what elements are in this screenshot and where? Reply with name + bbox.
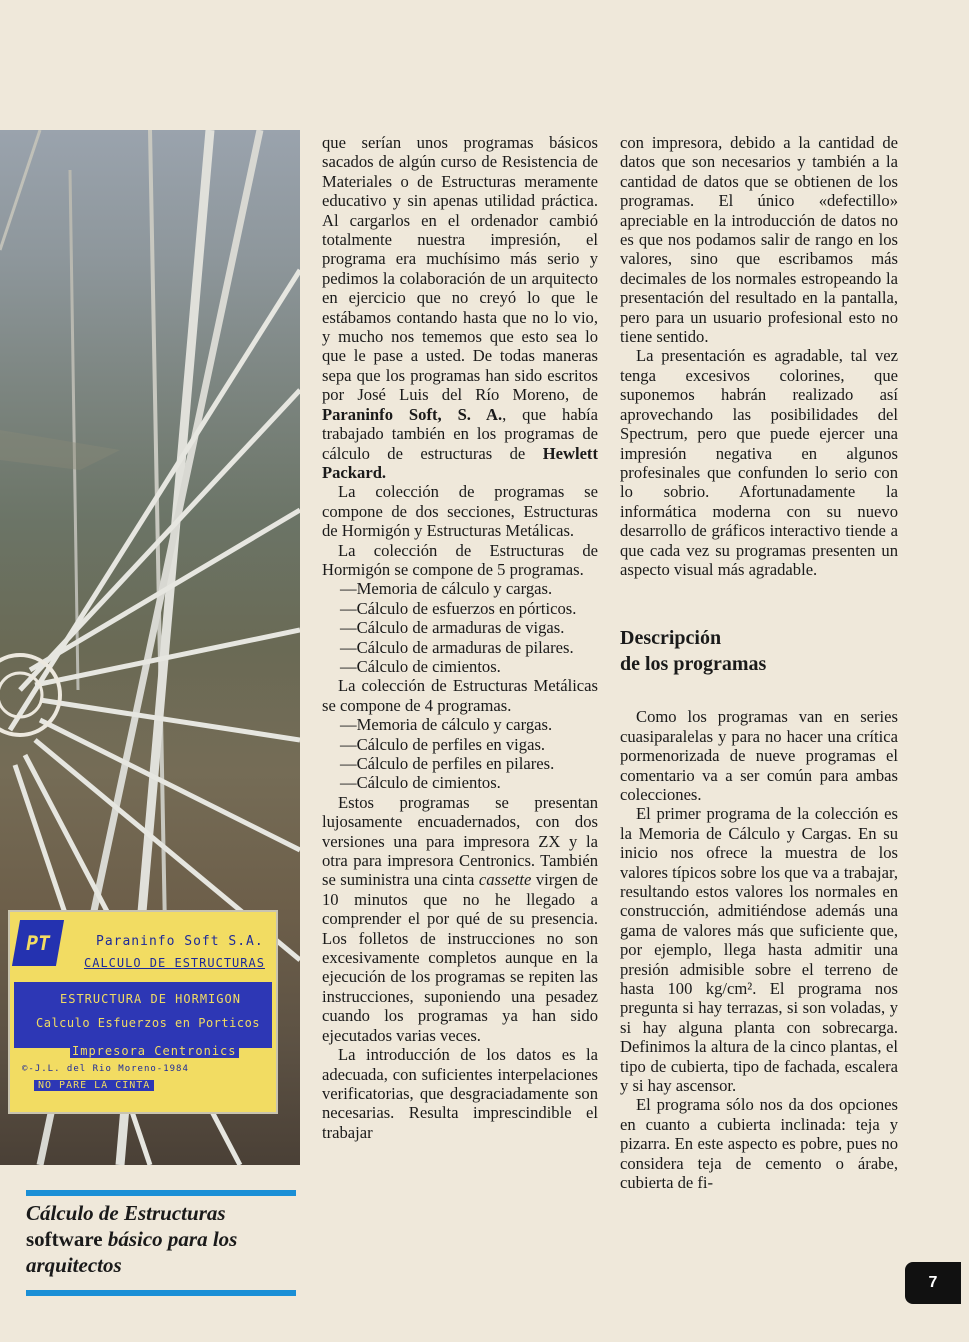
screen-line-title: CALCULO DE ESTRUCTURAS [84,956,265,970]
page-number: 7 [905,1262,961,1304]
caption-software: software [26,1227,103,1251]
list-item: —Memoria de cálculo y cargas. [340,579,553,599]
bold-company: Paraninfo Soft, S. A. [322,404,503,424]
text-column-1 [322,133,598,1142]
paragraph: El programa sólo nos da dos opciones en cuanto a cubierta inclinada: teja y pizarra. En este aspecto es pobre, pues no considera teja de cemento o árabe, cubierta de fi- [620,1095,898,1193]
paraninfo-logo: PT [12,920,64,966]
list-item: —Cálculo de cimientos. [340,773,501,793]
list-item: —Cálculo de perfiles en vigas. [340,734,546,754]
screen-line-tape: NO PARE LA CINTA [34,1080,154,1091]
program-screen-inset [8,910,278,1114]
paragraph: La presentación es agradable, tal vez tenga excesivos colorines, que suponemos habrán realizado así aprovechando las posibilidades del Spectrum, pero que puede ejercer una impresión negativa en algunos profesinales que confunden lo serio con lo sobrio. Afortunadamente la informática moderna con su nuevo desarrollo de gráficos interactivo tiende a que cada vez su programas presenten un aspecto visual más agradable. [620,346,898,579]
section-heading-line2: de los programas [620,653,767,676]
paragraph: Estos programas se presentan lujosamente encuadernados, con dos versiones una para impresora ZX y la otra para impresora Centronics. También se suministra una cinta cassette virgen de 10 minutos que no he llegado a comprender el por qué de su presencia. Los folletos de instrucciones no son excesivamente completos aunque en la ejecución de los programas se repiten las instrucciones, suponiendo una pesadez cuando los programas ya han sido ejecutados varias veces. [322,792,598,1045]
bold-hp: Hewlett Packard. [322,443,598,482]
photo-caption [26,1200,296,1278]
caption-rule-bottom [26,1290,296,1296]
paragraph: La colección de Estructuras Metálicas se compone de 4 programas. [322,676,598,715]
screen-line-program: Calculo Esfuerzos en Porticos [36,1016,261,1030]
list-item: —Cálculo de armaduras de pilares. [340,637,574,657]
list-item: —Cálculo de cimientos. [340,656,501,676]
italic-cassette: cassette [478,870,532,890]
section-heading-line1: Descripción [620,627,722,650]
list-item: —Cálculo de esfuerzos en pórticos. [340,598,577,618]
caption-subtitle: básico para los arquitectos [26,1227,238,1277]
list-item: —Cálculo de armaduras de vigas. [340,618,565,638]
paragraph: con impresora, debido a la cantidad de datos que son necesarios y también a la cantidad de datos que se obtienen de los programas. El único «defectillo» apreciable en la introducción de datos no es que nos podamos salir de rango en los valores, sino que escribamos más decimales de los normales estropeando la presentación del resultado en la pantalla, pero para un usuario profesional esto no tiene sentido. [620,133,898,347]
paragraph: La colección de programas se compone de dos secciones, Estructuras de Hormigón y Estructuras Metálicas. [322,482,598,541]
caption-rule-top [26,1190,296,1196]
screen-line-printer: Impresora Centronics [72,1044,237,1058]
screen-line-copyright: ©-J.L. del Rio Moreno-1984 [22,1064,189,1074]
caption-title: Cálculo de Estructuras [26,1201,226,1225]
paragraph: La introducción de los datos es la adecuada, con suficientes interpelaciones verificatorias, que desgraciadamente son necesarias. Resulta imprescindible el trabajar [322,1045,598,1142]
paragraph: La colección de Estructuras de Hormigón se compone de 5 programas. [322,540,598,579]
screen-line-company: Paraninfo Soft S.A. [96,934,264,949]
list-item: —Cálculo de perfiles en pilares. [340,754,555,773]
text-column-2 [620,133,898,1193]
paragraph: Como los programas van en series cuasiparalelas y para no hacer una crítica pormenorizada de nueve programas el comentario va a ser común para ambas colecciones. [620,707,898,804]
paragraph: que serían unos programas básicos sacados de algún curso de Resistencia de Materiales o de Estructuras meramente educativo y sin apenas utilidad práctica. Al cargarlos en el ordenador cambió totalmente nuestra impresión, el programa era muchísimo más serio y pedimos la colaboración de un arquitecto en ejercicio que no creyó lo que le estábamos contando hasta que no lo vio, y mucho nos tememos que esto sea lo que le pase a usted. De todas maneras sepa que los programas han sido escritos por José Luis del Río Moreno, de Paraninfo Soft, S. A., que había trabajado también en los programas de cálculo de estructuras de Hewlett Packard. [322,133,598,482]
paragraph: El primer programa de la colección es la Memoria de Cálculo y Cargas. En su inicio nos ofrece la muestra de los valores típicos sobre los que va a trabajar, resultando estos valores los normales en construcción, admitiéndose además una gama de valores más que suficiente que, por ejemplo, llega hasta admitir una presión admisible sobre el terreno de hasta 100 kg/cm². El programa nos pregunta si hay terrazas, si son voladas, y si hay alguna planta con sobrecarga. Definimos la altura de la cinco plantas, el tipo de cubierta, tipo de fachada, escalera y si hay ascensor. [620,804,898,1096]
list-item: —Memoria de cálculo y cargas. [340,715,553,735]
screen-line-structure: ESTRUCTURA DE HORMIGON [60,992,241,1006]
